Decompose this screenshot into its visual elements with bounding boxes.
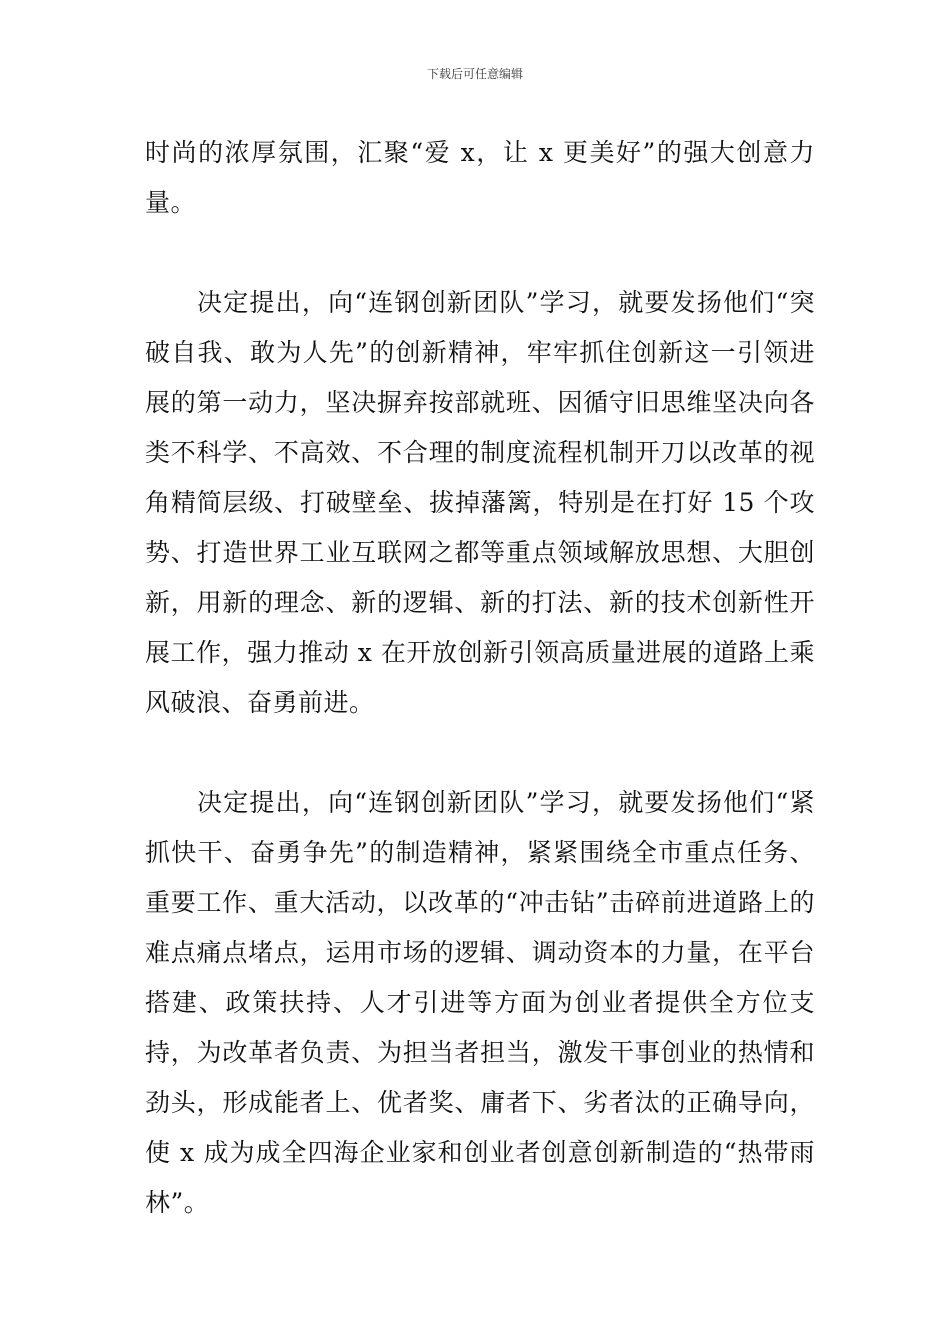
paragraph-manufacturing-spirit: 决定提出，向“连钢创新团队”学习，就要发扬他们“紧抓快干、奋勇争先”的制造精神，紧紧围绕全市重点任务、重要工作、重大活动，以改革的“冲击钻”击碎前进道路上的难点痛点堵点，运用市场的逻辑、调动资本的力量，在平台搭建、政策扶持、人才引进等方面为创业者提供全方位支持，为改革者负责、为担当者担当，激发干事创业的热情和劲头，形成能者上、优者奖、庸者下、劣者汰的正确导向，使 x 成为成全四海企业家和创业者创意创新制造的“热带雨林”。 [145,788,815,1217]
document-body [145,128,815,1228]
paragraph-innovation-spirit: 决定提出，向“连钢创新团队”学习，就要发扬他们“突破自我、敢为人先”的创新精神，牢牢抓住创新这一引领进展的第一动力，坚决摒弃按部就班、因循守旧思维坚决向各类不科学、不高效、不合理的制度流程机制开刀以改革的视角精简层级、打破壁垒、拔掉藩篱，特别是在打好 15 个攻势、打造世界工业互联网之都等重点领域解放思想、大胆创新，用新的理念、新的逻辑、新的打法、新的技术创新性开展工作，强力推动 x 在开放创新引领高质量进展的道路上乘风破浪、奋勇前进。 [145,288,815,717]
page-header-note: 下载后可任意编辑 [426,67,523,81]
paragraph-continuation: 时尚的浓厚氛围，汇聚“爱 x，让 x 更美好”的强大创意力量。 [145,138,815,217]
